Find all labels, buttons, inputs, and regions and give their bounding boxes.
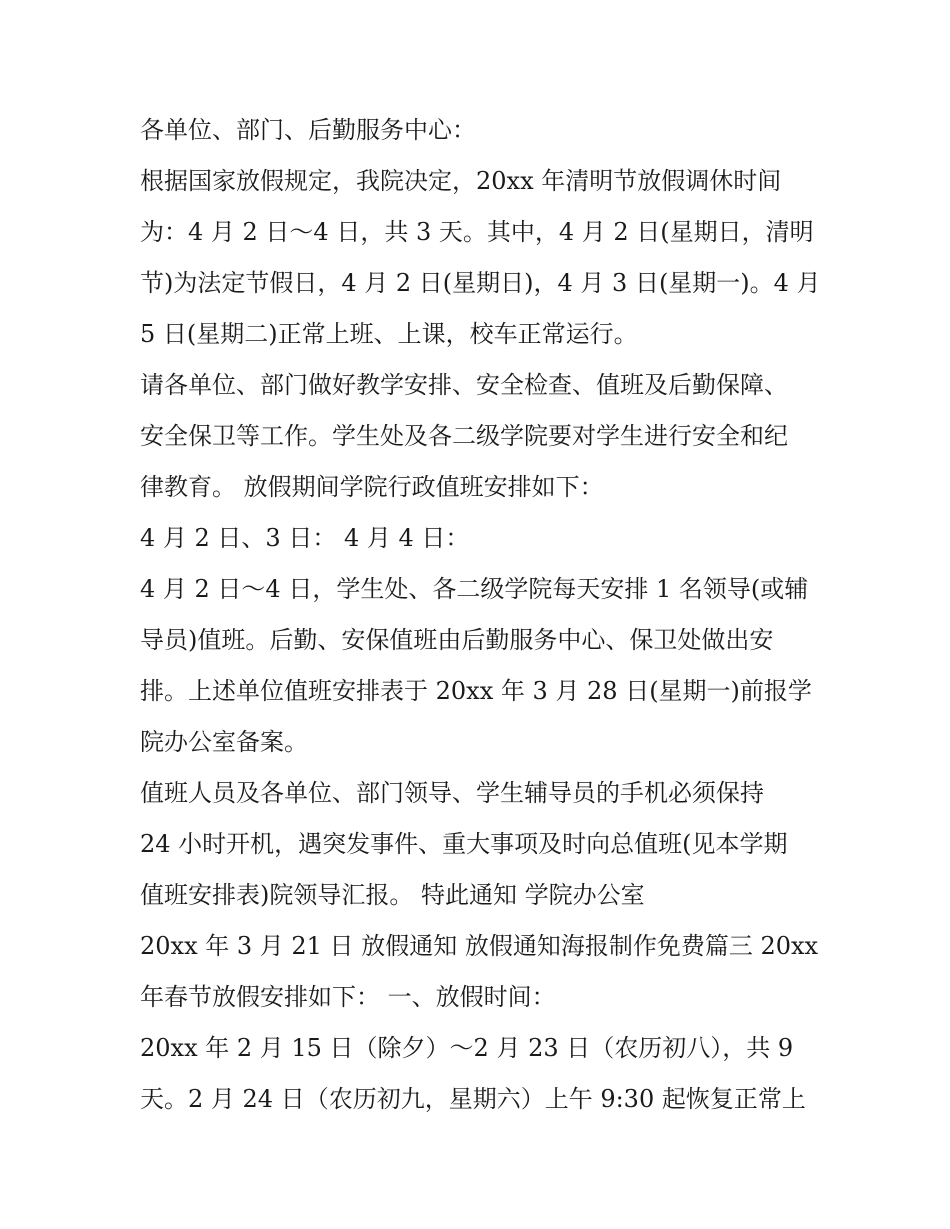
text-line-14: 值班人员及各单位、部门领导、学生辅导员的手机必须保持	[140, 779, 764, 807]
text-line-18: 年春节放假安排如下： 一、放假时间：	[140, 983, 556, 1011]
text-line-9: 4 月 2 日、3 日： 4 月 4 日：	[140, 524, 470, 552]
text-line-11: 导员)值班。后勤、安保值班由后勤服务中心、保卫处做出安	[140, 626, 774, 654]
text-line-7: 安全保卫等工作。学生处及各二级学院要对学生进行安全和纪	[140, 422, 788, 450]
text-line-15: 24 小时开机，遇突发事件、重大事项及时向总值班(见本学期	[140, 830, 788, 858]
text-line-6: 请各单位、部门做好教学安排、安全检查、值班及后勤保障、	[140, 371, 788, 399]
text-line-12: 排。上述单位值班安排表于 20xx 年 3 月 28 日(星期一)前报学	[140, 677, 812, 705]
text-line-5: 5 日(星期二)正常上班、上课，校车正常运行。	[140, 320, 638, 348]
text-line-3: 为：4 月 2 日～4 日，共 3 天。其中，4 月 2 日(星期日，清明	[140, 218, 814, 246]
text-line-19: 20xx 年 2 月 15 日（除夕）～2 月 23 日（农历初八），共 9	[140, 1034, 794, 1062]
text-line-8: 律教育。 放假期间学院行政值班安排如下：	[140, 473, 604, 501]
document-body	[140, 105, 830, 1125]
text-line-2: 根据国家放假规定，我院决定，20xx 年清明节放假调休时间	[140, 167, 782, 195]
text-line-16: 值班安排表)院领导汇报。 特此通知 学院办公室	[140, 881, 645, 909]
text-line-4: 节)为法定节假日，4 月 2 日(星期日)，4 月 3 日(星期一)。4 月	[140, 269, 821, 297]
text-line-20: 天。2 月 24 日（农历初九，星期六）上午 9:30 起恢复正常上	[140, 1085, 806, 1113]
text-line-17: 20xx 年 3 月 21 日 放假通知 放假通知海报制作免费篇三 20xx	[140, 932, 819, 960]
text-line-1: 各单位、部门、后勤服务中心：	[140, 116, 476, 144]
text-line-10: 4 月 2 日～4 日，学生处、各二级学院每天安排 1 名领导(或辅	[140, 575, 809, 603]
text-line-13: 院办公室备案。	[140, 728, 308, 756]
